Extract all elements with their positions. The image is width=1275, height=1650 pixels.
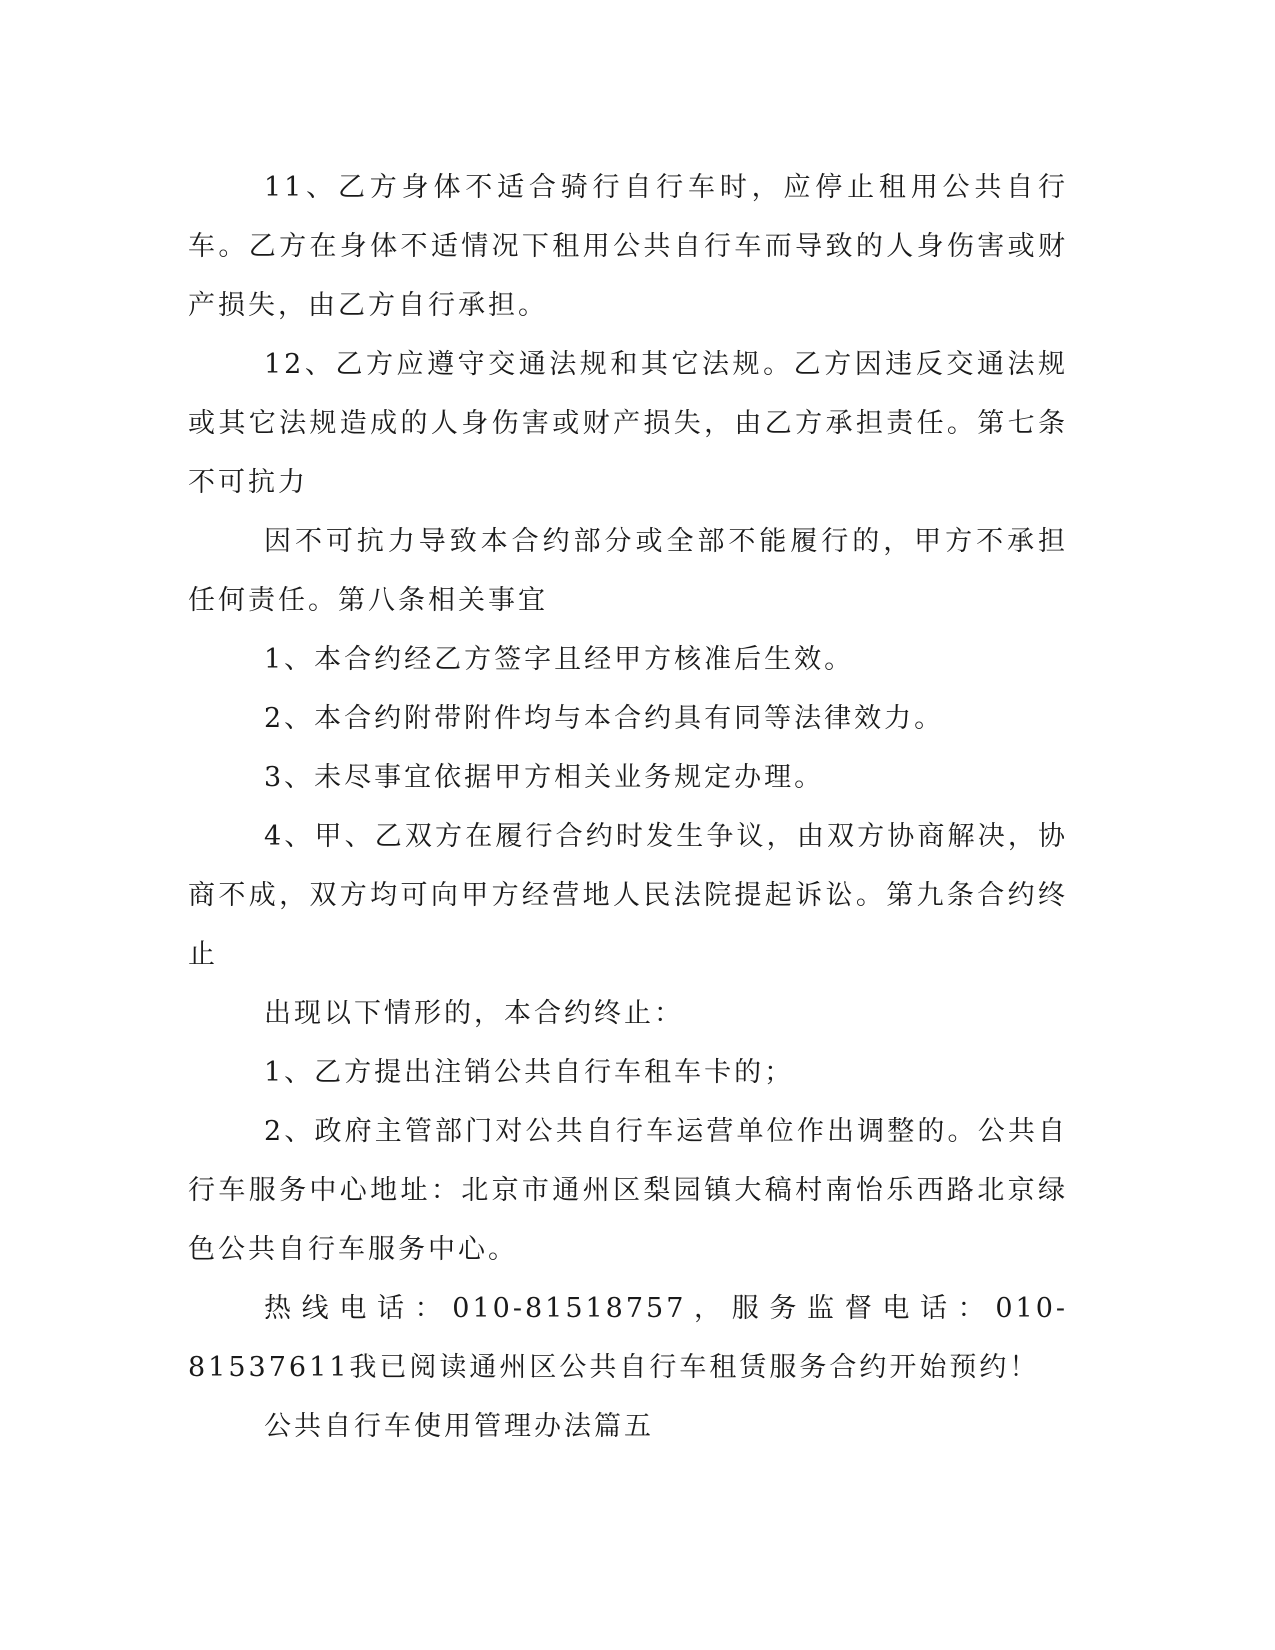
- paragraph-termination-2: 2、政府主管部门对公共自行车运营单位作出调整的。公共自行车服务中心地址：北京市通州区梨园镇大稿村南怡乐西路北京绿色公共自行车服务中心。: [188, 1116, 1068, 1265]
- paragraph-termination-1: 1、乙方提出注销公共自行车租车卡的；: [264, 1057, 795, 1088]
- paragraph-hotline: 热线电话：010-81518757，服务监督电话：010-81537611我已阅读通州区公共自行车租赁服务合约开始预约！: [188, 1293, 1068, 1383]
- document-body: [188, 158, 1068, 1456]
- paragraph-related-2: 2、本合约附带附件均与本合约具有同等法律效力。: [264, 703, 945, 734]
- paragraph-clause-11: 11、乙方身体不适合骑行自行车时，应停止租用公共自行车。乙方在身体不适情况下租用公共自行车而导致的人身伤害或财产损失，由乙方自行承担。: [188, 172, 1068, 321]
- paragraph-termination-intro: 出现以下情形的，本合约终止：: [264, 998, 684, 1029]
- paragraph-clause-12: 12、乙方应遵守交通法规和其它法规。乙方因违反交通法规或其它法规造成的人身伤害或财产损失，由乙方承担责任。第七条不可抗力: [188, 349, 1068, 498]
- paragraph-related-3: 3、未尽事宜依据甲方相关业务规定办理。: [264, 762, 825, 793]
- paragraph-force-majeure: 因不可抗力导致本合约部分或全部不能履行的，甲方不承担任何责任。第八条相关事宜: [188, 526, 1068, 616]
- section-title-part-five: 公共自行车使用管理办法篇五: [264, 1411, 654, 1442]
- paragraph-related-1: 1、本合约经乙方签字且经甲方核准后生效。: [264, 644, 855, 675]
- paragraph-related-4: 4、甲、乙双方在履行合约时发生争议，由双方协商解决，协商不成，双方均可向甲方经营地人民法院提起诉讼。第九条合约终止: [188, 821, 1068, 970]
